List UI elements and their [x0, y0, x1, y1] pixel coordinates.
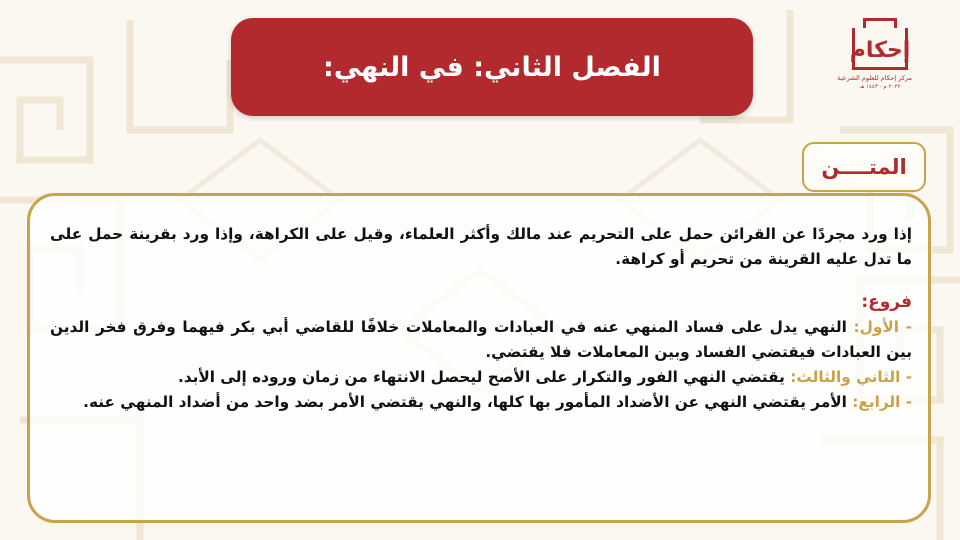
logo-name: إحكام: [849, 38, 911, 63]
branch-item: [50, 365, 912, 390]
logo-subtitle: مركز إحكام للعلوم الشرعية: [837, 74, 912, 82]
matn-label: المتــــن: [821, 155, 907, 179]
content-panel: [27, 193, 931, 523]
branch-label: - الثاني والثالث:: [790, 368, 912, 386]
branch-text: النهي يدل على فساد المنهي عنه في العبادات والمعاملات خلافًا للقاضي أبي بكر فيهما وفرق فخر الدين بين العبادات فيقتضي الفساد وبين المعاملات فلا يقتضي.: [50, 318, 912, 361]
slide-title: الفصل الثاني: في النهي:: [323, 51, 661, 83]
branch-text: الأمر يقتضي النهي عن الأضداد المأمور بها كلها، والنهي يقتضي الأمر بضد واحد من أضداد المنهي عنه.: [83, 393, 853, 411]
main-paragraph: إذا ورد مجردًا عن القرائن حمل على التحريم عند مالك وأكثر العلماء، وقيل على الكراهة، وإذا ورد بقرينة حمل على ما تدل عليه القرينة من تحريم أو كراهة.: [50, 225, 912, 268]
branches-heading: فروع:: [861, 292, 912, 312]
branch-item: [50, 390, 912, 415]
content-text: [50, 222, 912, 415]
matn-tab: [802, 142, 926, 192]
branch-item: [50, 315, 912, 365]
branch-label: - الرابع:: [852, 393, 912, 411]
ihkam-logo: [837, 28, 912, 98]
slide-title-banner: [231, 18, 753, 116]
logo-year: ٢٠٢٢ م - ١٤٤٣ هـ: [859, 84, 901, 90]
branch-label: - الأول:: [853, 318, 912, 336]
branch-text: يقتضي النهي الفور والتكرار على الأصح ليحصل الانتهاء من زمان وروده إلى الأبد.: [177, 368, 791, 386]
